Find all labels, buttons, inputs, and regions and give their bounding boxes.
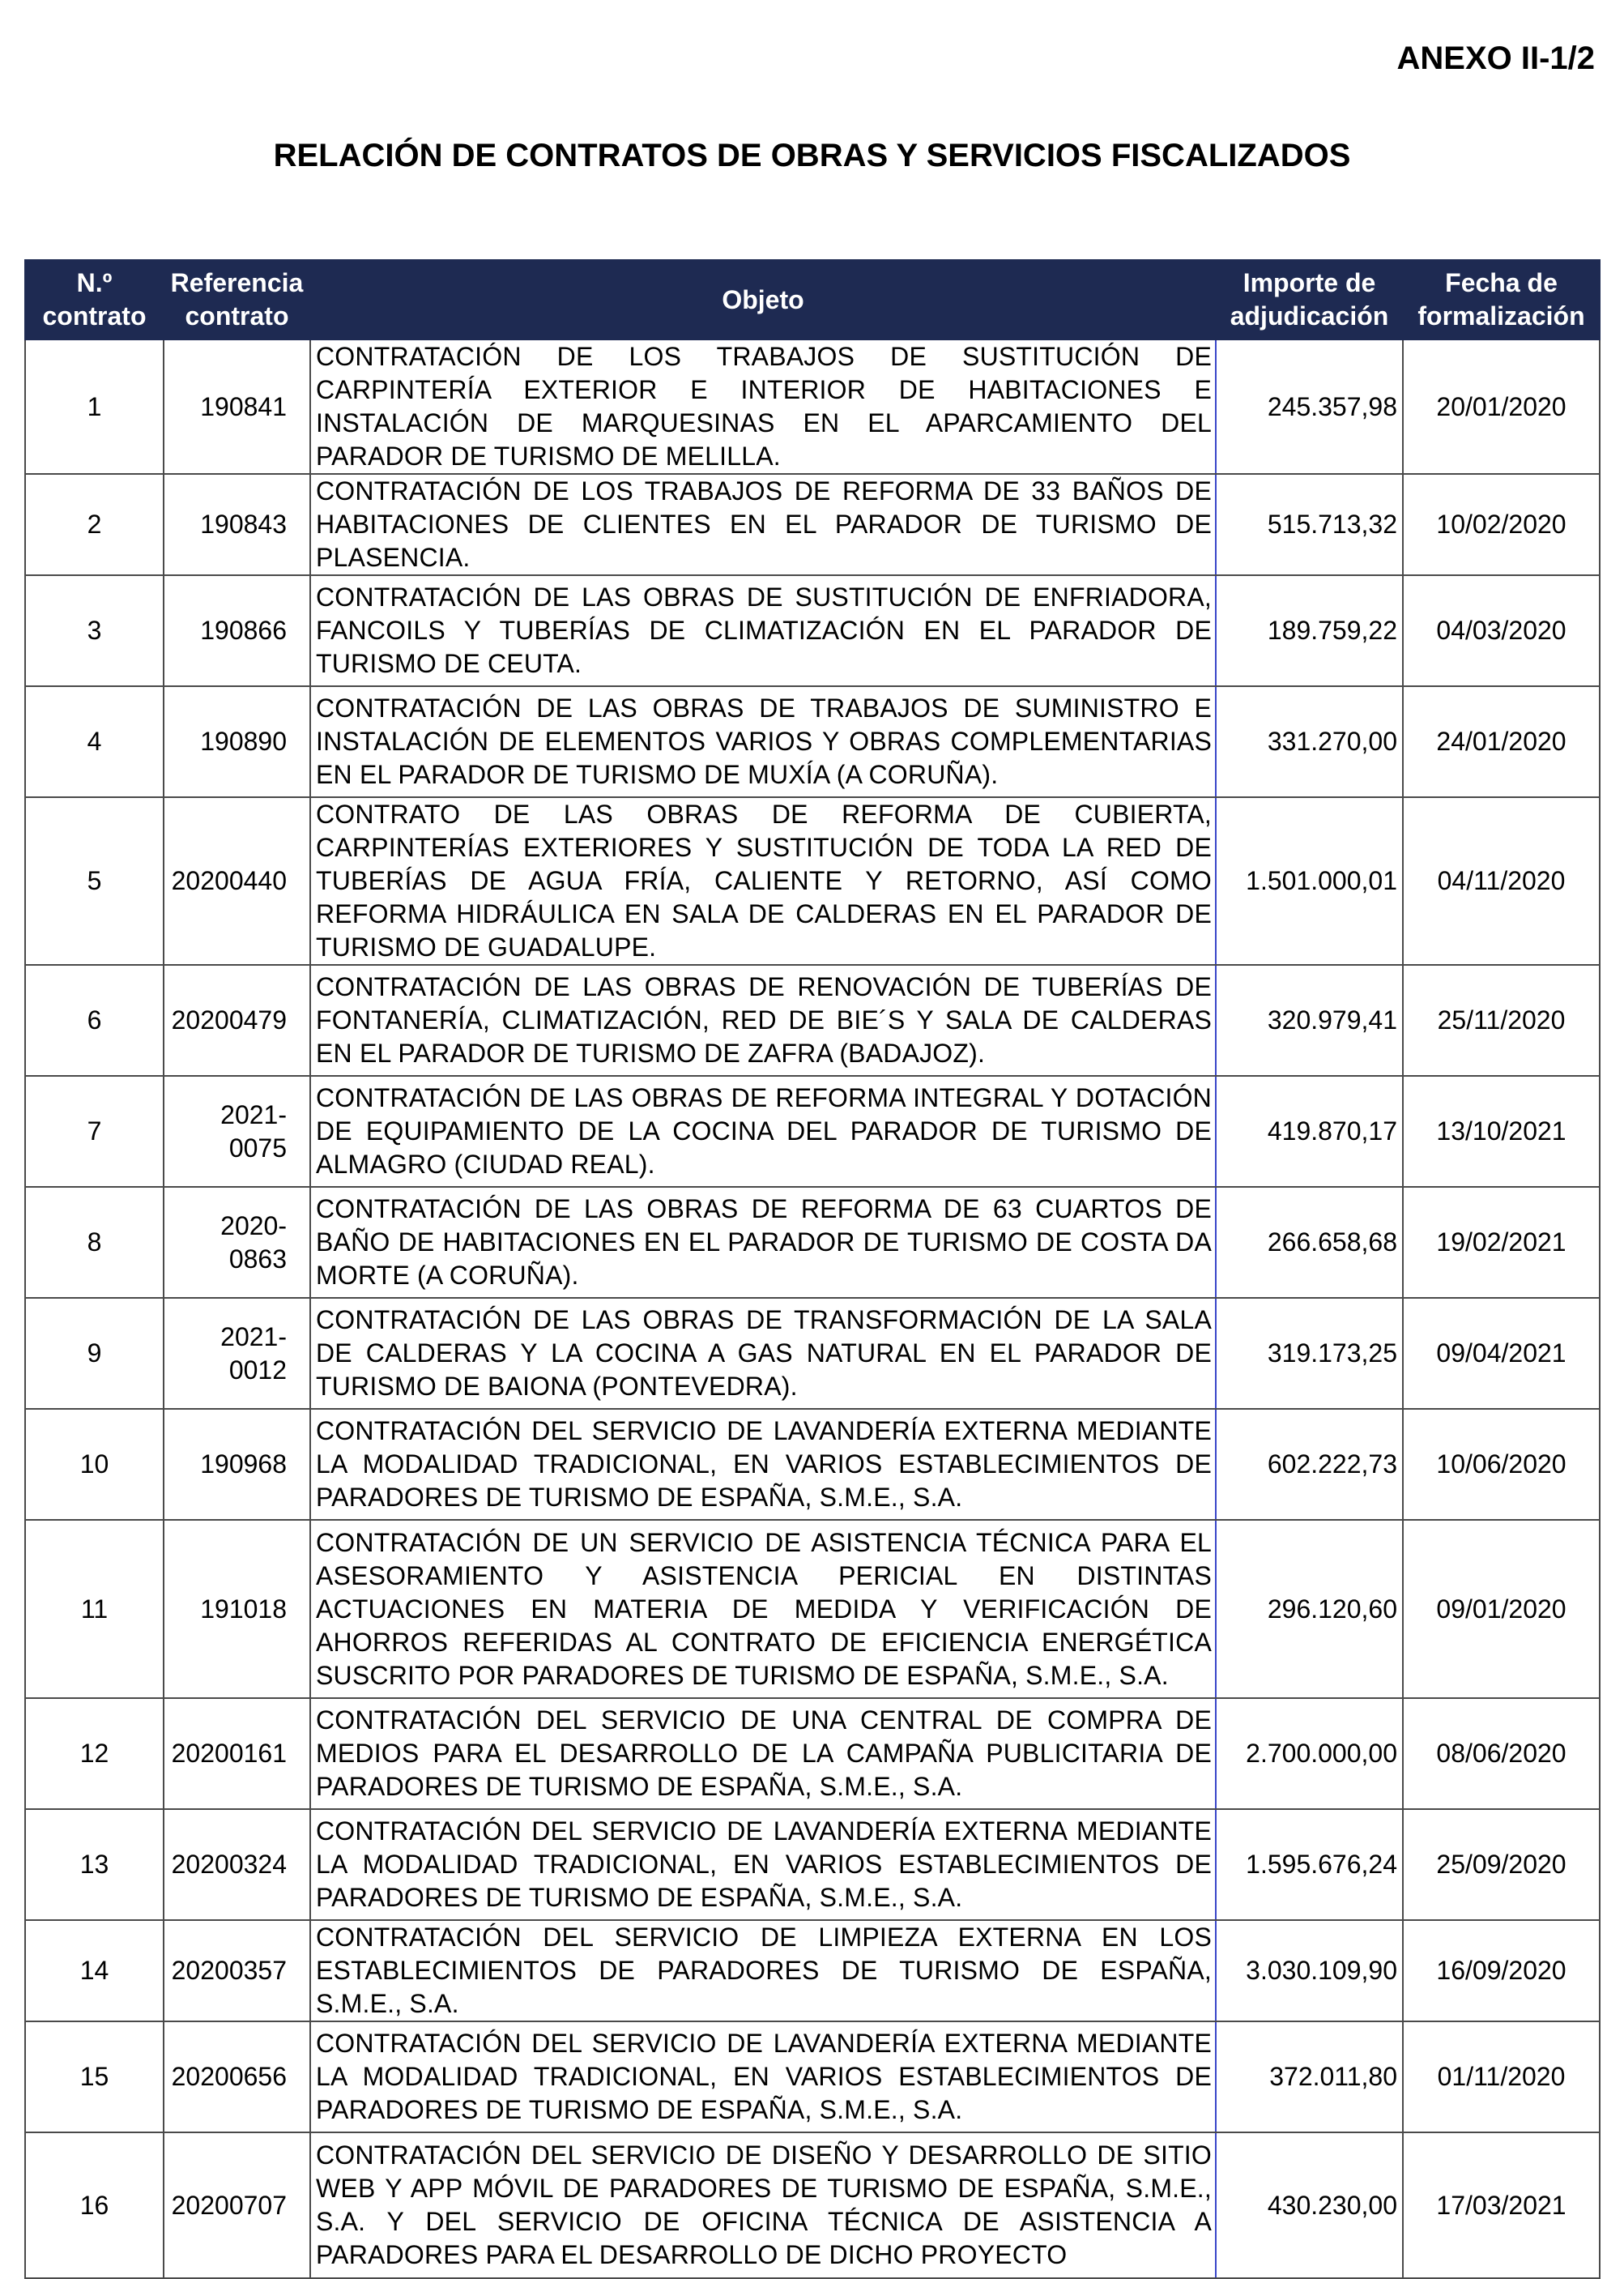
cell-importe: 266.658,68 (1216, 1187, 1403, 1298)
column-header-ref (164, 260, 310, 339)
cell-fecha: 19/02/2021 (1403, 1187, 1600, 1298)
cell-importe: 319.173,25 (1216, 1298, 1403, 1409)
cell-fecha: 10/06/2020 (1403, 1409, 1600, 1520)
cell-importe: 3.030.109,90 (1216, 1920, 1403, 2021)
cell-objeto: CONTRATACIÓN DE LOS TRABAJOS DE REFORMA DE 33 BAÑOS DE HABITACIONES DE CLIENTES EN EL PARADOR DE TURISMO DE PLASENCIA. (310, 474, 1216, 575)
cell-ref: 190841 (164, 339, 310, 474)
cell-objeto: CONTRATACIÓN DE LAS OBRAS DE RENOVACIÓN DE TUBERÍAS DE FONTANERÍA, CLIMATIZACIÓN, RED DE BIE´S Y SALA DE CALDERAS EN EL PARADOR DE TURISMO DE ZAFRA (BADAJOZ). (310, 965, 1216, 1076)
cell-ref: 20200440 (164, 797, 310, 965)
cell-objeto: CONTRATACIÓN DEL SERVICIO DE DISEÑO Y DESARROLLO DE SITIO WEB Y APP MÓVIL DE PARADORES DE TURISMO DE ESPAÑA, S.M.E., S.A. Y DEL SERVICIO DE OFICINA TÉCNICA DE ASISTENCIA A PARADORES PARA EL DESARROLLO DE DICHO PROYECTO (310, 2132, 1216, 2278)
column-header-num-line2: contrato (42, 301, 147, 331)
page-title: RELACIÓN DE CONTRATOS DE OBRAS Y SERVICIOS FISCALIZADOS (273, 138, 1351, 173)
cell-ref: 2021-0075 (164, 1076, 310, 1187)
cell-num: 11 (25, 1520, 164, 1698)
cell-num: 6 (25, 965, 164, 1076)
cell-objeto: CONTRATO DE LAS OBRAS DE REFORMA DE CUBIERTA, CARPINTERÍAS EXTERIORES Y SUSTITUCIÓN DE TODA LA RED DE TUBERÍAS DE AGUA FRÍA, CALIENTE Y RETORNO, ASÍ COMO REFORMA HIDRÁULICA EN SALA DE CALDERAS EN EL PARADOR DE TURISMO DE GUADALUPE. (310, 797, 1216, 965)
cell-importe: 1.595.676,24 (1216, 1809, 1403, 1920)
cell-fecha: 08/06/2020 (1403, 1698, 1600, 1809)
column-header-ref-line2: contrato (185, 301, 289, 331)
cell-objeto: CONTRATACIÓN DE LAS OBRAS DE REFORMA DE 63 CUARTOS DE BAÑO DE HABITACIONES EN EL PARADOR DE TURISMO DE COSTA DA MORTE (A CORUÑA). (310, 1187, 1216, 1298)
table-row (25, 1920, 1600, 2021)
cell-objeto: CONTRATACIÓN DEL SERVICIO DE LIMPIEZA EXTERNA EN LOS ESTABLECIMIENTOS DE PARADORES DE TURISMO DE ESPAÑA, S.M.E., S.A. (310, 1920, 1216, 2021)
cell-num: 9 (25, 1298, 164, 1409)
column-header-importe-line2: adjudicación (1230, 301, 1389, 331)
table-row (25, 575, 1600, 686)
cell-ref: 20200479 (164, 965, 310, 1076)
table-row (25, 2132, 1600, 2278)
table-row (25, 1298, 1600, 1409)
cell-num: 14 (25, 1920, 164, 2021)
table-header-row (25, 260, 1600, 339)
column-header-num-line1: N.º (76, 268, 113, 297)
annex-label: ANEXO II-1/2 (1396, 41, 1595, 76)
cell-num: 3 (25, 575, 164, 686)
cell-fecha: 16/09/2020 (1403, 1920, 1600, 2021)
cell-num: 15 (25, 2021, 164, 2132)
cell-objeto: CONTRATACIÓN DE LAS OBRAS DE TRABAJOS DE SUMINISTRO E INSTALACIÓN DE ELEMENTOS VARIOS Y OBRAS COMPLEMENTARIAS EN EL PARADOR DE TURISMO DE MUXÍA (A CORUÑA). (310, 686, 1216, 797)
cell-objeto: CONTRATACIÓN DEL SERVICIO DE UNA CENTRAL DE COMPRA DE MEDIOS PARA EL DESARROLLO DE LA CAMPAÑA PUBLICITARIA DE PARADORES DE TURISMO DE ESPAÑA, S.M.E., S.A. (310, 1698, 1216, 1809)
cell-objeto: CONTRATACIÓN DE LOS TRABAJOS DE SUSTITUCIÓN DE CARPINTERÍA EXTERIOR E INTERIOR DE HABITACIONES E INSTALACIÓN DE MARQUESINAS EN EL APARCAMIENTO DEL PARADOR DE TURISMO DE MELILLA. (310, 339, 1216, 474)
table-row (25, 686, 1600, 797)
cell-fecha: 24/01/2020 (1403, 686, 1600, 797)
table-row (25, 1076, 1600, 1187)
table-row (25, 1698, 1600, 1809)
cell-num: 2 (25, 474, 164, 575)
cell-objeto: CONTRATACIÓN DEL SERVICIO DE LAVANDERÍA EXTERNA MEDIANTE LA MODALIDAD TRADICIONAL, EN VARIOS ESTABLECIMIENTOS DE PARADORES DE TURISMO DE ESPAÑA, S.M.E., S.A. (310, 1809, 1216, 1920)
cell-num: 4 (25, 686, 164, 797)
cell-importe: 245.357,98 (1216, 339, 1403, 474)
cell-objeto: CONTRATACIÓN DE LAS OBRAS DE SUSTITUCIÓN DE ENFRIADORA, FANCOILS Y TUBERÍAS DE CLIMATIZACIÓN EN EL PARADOR DE TURISMO DE CEUTA. (310, 575, 1216, 686)
column-header-importe (1216, 260, 1403, 339)
cell-ref: 20200357 (164, 1920, 310, 2021)
cell-num: 12 (25, 1698, 164, 1809)
cell-fecha: 01/11/2020 (1403, 2021, 1600, 2132)
cell-fecha: 09/01/2020 (1403, 1520, 1600, 1698)
column-header-fecha-line2: formalización (1417, 301, 1585, 331)
cell-num: 13 (25, 1809, 164, 1920)
cell-ref: 190890 (164, 686, 310, 797)
cell-importe: 419.870,17 (1216, 1076, 1403, 1187)
cell-importe: 189.759,22 (1216, 575, 1403, 686)
table-row (25, 339, 1600, 474)
cell-fecha: 20/01/2020 (1403, 339, 1600, 474)
table-row (25, 1187, 1600, 1298)
cell-num: 8 (25, 1187, 164, 1298)
cell-fecha: 25/11/2020 (1403, 965, 1600, 1076)
column-header-importe-line1: Importe de (1243, 268, 1376, 297)
cell-objeto: CONTRATACIÓN DE UN SERVICIO DE ASISTENCIA TÉCNICA PARA EL ASESORAMIENTO Y ASISTENCIA PERICIAL EN DISTINTAS ACTUACIONES EN MATERIA DE MEDIDA Y VERIFICACIÓN DE AHORROS REFERIDAS AL CONTRATO DE EFICIENCIA ENERGÉTICA SUSCRITO POR PARADORES DE TURISMO DE ESPAÑA, S.M.E., S.A. (310, 1520, 1216, 1698)
cell-objeto: CONTRATACIÓN DEL SERVICIO DE LAVANDERÍA EXTERNA MEDIANTE LA MODALIDAD TRADICIONAL, EN VARIOS ESTABLECIMIENTOS DE PARADORES DE TURISMO DE ESPAÑA, S.M.E., S.A. (310, 2021, 1216, 2132)
cell-importe: 2.700.000,00 (1216, 1698, 1403, 1809)
table-row (25, 965, 1600, 1076)
cell-num: 7 (25, 1076, 164, 1187)
cell-num: 5 (25, 797, 164, 965)
cell-ref: 20200161 (164, 1698, 310, 1809)
column-header-num (25, 260, 164, 339)
cell-importe: 430.230,00 (1216, 2132, 1403, 2278)
cell-importe: 1.501.000,01 (1216, 797, 1403, 965)
cell-importe: 515.713,32 (1216, 474, 1403, 575)
cell-importe: 331.270,00 (1216, 686, 1403, 797)
cell-ref: 190968 (164, 1409, 310, 1520)
cell-fecha: 09/04/2021 (1403, 1298, 1600, 1409)
table-row (25, 1809, 1600, 1920)
cell-objeto: CONTRATACIÓN DE LAS OBRAS DE REFORMA INTEGRAL Y DOTACIÓN DE EQUIPAMIENTO DE LA COCINA DEL PARADOR DE TURISMO DE ALMAGRO (CIUDAD REAL). (310, 1076, 1216, 1187)
cell-ref: 20200707 (164, 2132, 310, 2278)
cell-importe: 320.979,41 (1216, 965, 1403, 1076)
cell-ref: 2020-0863 (164, 1187, 310, 1298)
cell-num: 16 (25, 2132, 164, 2278)
cell-fecha: 04/11/2020 (1403, 797, 1600, 965)
cell-importe: 602.222,73 (1216, 1409, 1403, 1520)
cell-fecha: 04/03/2020 (1403, 575, 1600, 686)
cell-objeto: CONTRATACIÓN DE LAS OBRAS DE TRANSFORMACIÓN DE LA SALA DE CALDERAS Y LA COCINA A GAS NATURAL EN EL PARADOR DE TURISMO DE BAIONA (PONTEVEDRA). (310, 1298, 1216, 1409)
table-row (25, 1409, 1600, 1520)
column-header-objeto-label: Objeto (722, 284, 804, 314)
table-row (25, 2021, 1600, 2132)
cell-fecha: 13/10/2021 (1403, 1076, 1600, 1187)
table-row (25, 474, 1600, 575)
cell-importe: 296.120,60 (1216, 1520, 1403, 1698)
cell-fecha: 10/02/2020 (1403, 474, 1600, 575)
column-header-fecha-line1: Fecha de (1445, 268, 1558, 297)
cell-fecha: 17/03/2021 (1403, 2132, 1600, 2278)
contracts-table (24, 259, 1601, 2279)
column-header-objeto (310, 260, 1216, 339)
cell-ref: 190866 (164, 575, 310, 686)
table-row (25, 1520, 1600, 1698)
cell-importe: 372.011,80 (1216, 2021, 1403, 2132)
cell-ref: 2021-0012 (164, 1298, 310, 1409)
cell-objeto: CONTRATACIÓN DEL SERVICIO DE LAVANDERÍA EXTERNA MEDIANTE LA MODALIDAD TRADICIONAL, EN VARIOS ESTABLECIMIENTOS DE PARADORES DE TURISMO DE ESPAÑA, S.M.E., S.A. (310, 1409, 1216, 1520)
cell-fecha: 25/09/2020 (1403, 1809, 1600, 1920)
cell-num: 1 (25, 339, 164, 474)
cell-ref: 191018 (164, 1520, 310, 1698)
column-header-ref-line1: Referencia (170, 268, 304, 297)
column-header-fecha (1403, 260, 1600, 339)
cell-ref: 20200324 (164, 1809, 310, 1920)
table-row (25, 797, 1600, 965)
cell-ref: 190843 (164, 474, 310, 575)
cell-ref: 20200656 (164, 2021, 310, 2132)
cell-num: 10 (25, 1409, 164, 1520)
